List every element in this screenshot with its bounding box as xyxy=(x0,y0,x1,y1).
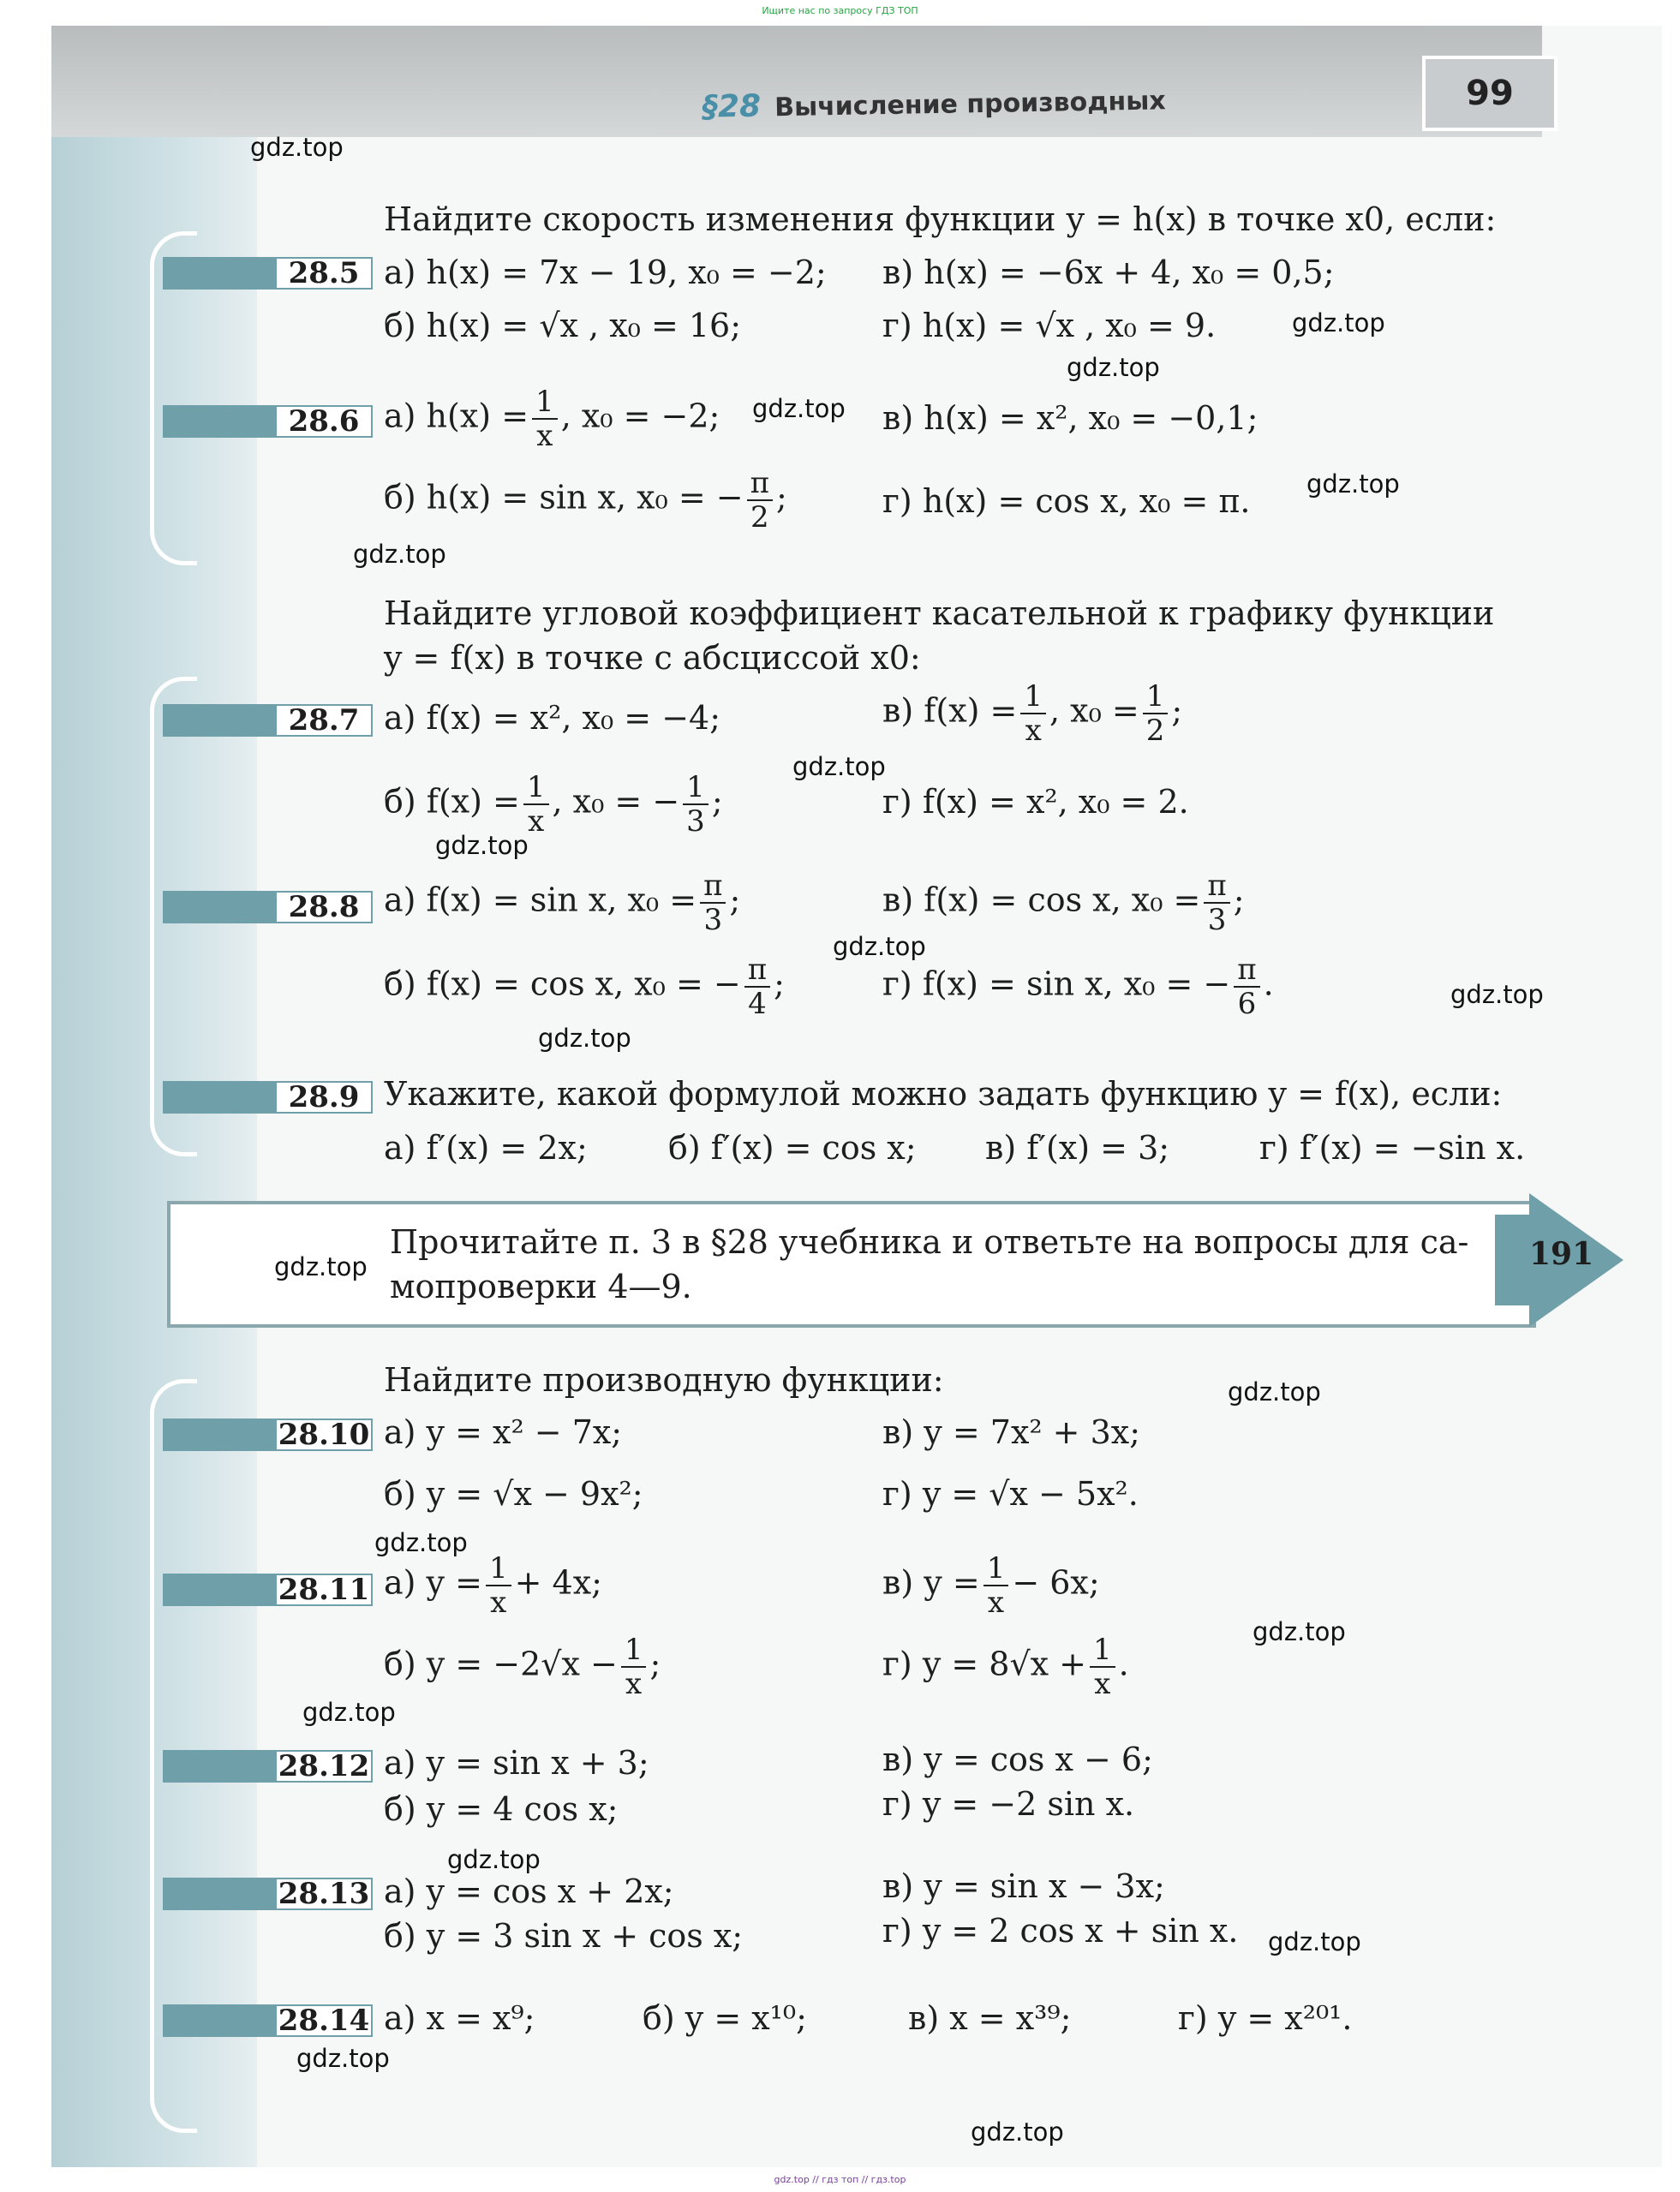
watermark: gdz.top xyxy=(1292,308,1385,337)
problem-number-box xyxy=(163,1081,373,1114)
section-sign: §28 xyxy=(702,88,762,125)
problem-item: в) y = 7x² + 3x; xyxy=(882,1413,1141,1451)
problem-item: г) y = −2 sin x. xyxy=(882,1785,1135,1823)
problem-item: а) f(x) = x², x₀ = −4; xyxy=(384,699,721,737)
watermark: gdz.top xyxy=(435,831,529,860)
heading-slope-line: Найдите угловой коэффициент касательной к графику функции xyxy=(384,594,1495,632)
heading-slope-line: y = f(x) в точке с абсциссой x0: xyxy=(384,639,921,677)
fraction-numerator: 1 xyxy=(621,1634,647,1668)
expr-text: . xyxy=(1118,1645,1129,1683)
expr-text: ; xyxy=(776,478,787,517)
problem-item xyxy=(384,953,785,1020)
problem-number: 28.7 xyxy=(275,704,373,737)
fraction-numerator: 1 xyxy=(1090,1634,1115,1668)
watermark: gdz.top xyxy=(752,394,846,423)
fraction-denominator: x xyxy=(1094,1667,1111,1701)
arrow-page-label: 191 xyxy=(1529,1236,1594,1272)
fraction-denominator: 3 xyxy=(1207,903,1227,937)
expr-text: ; xyxy=(711,782,723,821)
problem-text: Укажите, какой формулой можно задать функцию y = f(x), если: xyxy=(384,1075,1503,1113)
expr-text: + 4x; xyxy=(514,1563,602,1602)
fraction xyxy=(683,771,708,838)
heading-slope xyxy=(384,591,1494,680)
fraction xyxy=(1020,680,1046,747)
expr-text: б) f(x) = cos x, x₀ = − xyxy=(384,965,741,1003)
fraction-numerator: 1 xyxy=(1143,680,1169,714)
fraction xyxy=(1234,953,1259,1020)
problem-item: г) y = 2 cos x + sin x. xyxy=(882,1912,1239,1950)
fraction xyxy=(983,1552,1009,1619)
fraction-numerator: 1 xyxy=(532,385,558,420)
fraction-denominator: x xyxy=(987,1586,1005,1620)
expr-text: г) f(x) = sin x, x₀ = − xyxy=(882,965,1231,1003)
expr-text: б) f(x) = xyxy=(384,782,520,821)
problem-item: г) y = √x − 5x². xyxy=(882,1475,1139,1513)
fraction-numerator: π xyxy=(744,953,770,988)
problem-item: б) f′(x) = cos x; xyxy=(668,1129,917,1167)
expr-text: , x₀ = −2; xyxy=(560,397,720,435)
fraction-denominator: 2 xyxy=(1145,714,1165,748)
problem-item xyxy=(882,680,1182,747)
problem-item xyxy=(882,953,1274,1020)
problem-item: б) y = 4 cos x; xyxy=(384,1790,619,1828)
problem-item xyxy=(882,1552,1100,1619)
problem-number-box xyxy=(163,1878,373,1910)
fraction xyxy=(747,467,773,534)
page-number: 99 xyxy=(1422,56,1557,131)
fraction-denominator: 6 xyxy=(1237,987,1257,1021)
expr-text: ; xyxy=(1171,691,1183,730)
fraction-numerator: 1 xyxy=(486,1552,511,1586)
fraction-numerator: 1 xyxy=(983,1552,1009,1586)
heading-derivative: Найдите производную функции: xyxy=(384,1361,944,1399)
expr-text: ; xyxy=(649,1645,661,1683)
watermark: gdz.top xyxy=(538,1024,631,1053)
expr-text: . xyxy=(1263,965,1274,1003)
watermark: gdz.top xyxy=(1268,1927,1361,1956)
fraction xyxy=(1143,680,1169,747)
fraction xyxy=(486,1552,511,1619)
problem-item xyxy=(882,869,1245,936)
expr-text: г) y = 8√x + xyxy=(882,1645,1087,1683)
problem-item: а) h(x) = 7x − 19, x₀ = −2; xyxy=(384,254,827,291)
expr-text: в) f(x) = cos x, x₀ = xyxy=(882,881,1201,919)
problem-item: в) y = sin x − 3x; xyxy=(882,1867,1165,1905)
watermark: gdz.top xyxy=(1067,353,1160,382)
problem-item: в) h(x) = −6x + 4, x₀ = 0,5; xyxy=(882,254,1335,291)
problem-item xyxy=(384,771,723,838)
problem-item: б) y = x¹⁰; xyxy=(643,1999,807,2037)
problem-item: г) y = x²⁰¹. xyxy=(1178,1999,1353,2037)
fraction-numerator: π xyxy=(700,869,726,904)
problem-item: б) y = 3 sin x + cos x; xyxy=(384,1917,744,1955)
watermark: gdz.top xyxy=(447,1845,541,1874)
fraction-denominator: 3 xyxy=(703,903,723,937)
problem-item xyxy=(384,869,740,936)
fraction-numerator: 1 xyxy=(683,771,708,805)
problem-item: б) y = √x − 9x²; xyxy=(384,1475,643,1513)
problem-number-box xyxy=(163,1750,373,1783)
watermark: gdz.top xyxy=(250,133,344,162)
fraction-numerator: 1 xyxy=(523,771,549,805)
expr-text: ; xyxy=(729,881,741,919)
fraction-numerator: π xyxy=(747,467,773,501)
fraction xyxy=(1204,869,1229,936)
problem-number-box xyxy=(163,704,373,737)
watermark: gdz.top xyxy=(833,932,926,961)
watermark: gdz.top xyxy=(1450,980,1544,1009)
watermark: gdz.top xyxy=(1306,469,1400,499)
watermark: gdz.top xyxy=(792,752,886,781)
fraction-denominator: x xyxy=(1025,714,1042,748)
expr-text: ; xyxy=(1233,881,1245,919)
problem-number: 28.12 xyxy=(275,1750,373,1783)
problem-number-box xyxy=(163,891,373,923)
problem-item: г) f(x) = x², x₀ = 2. xyxy=(882,783,1189,821)
watermark: gdz.top xyxy=(296,2044,390,2073)
expr-text: , x₀ = − xyxy=(552,782,680,821)
expr-text: ; xyxy=(774,965,785,1003)
top-note: Ищите нас по запросу ГДЗ ТОП xyxy=(762,5,918,16)
fraction xyxy=(1090,1634,1115,1700)
watermark: gdz.top xyxy=(1253,1617,1346,1646)
fraction-denominator: x xyxy=(536,419,553,453)
watermark: gdz.top xyxy=(971,2117,1064,2147)
reference-line: мопроверки 4—9. xyxy=(390,1268,692,1305)
problem-number: 28.5 xyxy=(275,257,373,290)
fraction xyxy=(744,953,770,1020)
problem-item: б) h(x) = √x , x₀ = 16; xyxy=(384,307,742,344)
problem-number: 28.11 xyxy=(275,1574,373,1606)
expr-text: а) y = xyxy=(384,1563,482,1602)
fraction-denominator: x xyxy=(625,1667,643,1701)
fraction xyxy=(621,1634,647,1700)
watermark: gdz.top xyxy=(302,1698,396,1727)
problem-item: а) x = x⁹; xyxy=(384,1999,535,2037)
fraction xyxy=(523,771,549,838)
problem-item xyxy=(384,1634,661,1700)
problem-item xyxy=(882,1634,1129,1700)
problem-number: 28.9 xyxy=(275,1081,373,1114)
problem-item xyxy=(384,385,720,452)
expr-text: , x₀ = xyxy=(1049,691,1139,730)
reference-line: Прочитайте п. 3 в §28 учебника и ответьте на вопросы для са- xyxy=(390,1223,1469,1261)
problem-item: а) y = x² − 7x; xyxy=(384,1413,623,1451)
expr-text: б) h(x) = sin x, x₀ = − xyxy=(384,478,744,517)
problem-number-box xyxy=(163,2004,373,2037)
problem-number: 28.13 xyxy=(275,1878,373,1910)
problem-number-box xyxy=(163,257,373,290)
problem-item xyxy=(384,1552,602,1619)
reference-text xyxy=(390,1220,1504,1309)
heading-speed: Найдите скорость изменения функции y = h(x) в точке x0, если: xyxy=(384,200,1497,238)
expr-text: а) f(x) = sin x, x₀ = xyxy=(384,881,697,919)
problem-item: в) x = x³⁹; xyxy=(908,1999,1072,2037)
problem-number-box xyxy=(163,1574,373,1606)
fraction-denominator: 2 xyxy=(750,500,769,535)
problem-item: в) f′(x) = 3; xyxy=(985,1129,1170,1167)
problem-number: 28.14 xyxy=(275,2004,373,2037)
fraction-denominator: 3 xyxy=(686,804,705,839)
section-name: Вычисление производных xyxy=(774,86,1166,123)
problem-item: в) h(x) = x², x₀ = −0,1; xyxy=(882,399,1259,437)
fraction-numerator: π xyxy=(1204,869,1229,904)
problem-item: а) f′(x) = 2x; xyxy=(384,1129,588,1167)
problem-number-box xyxy=(163,1419,373,1451)
problem-item: г) h(x) = √x , x₀ = 9. xyxy=(882,307,1217,344)
fraction-numerator: 1 xyxy=(1020,680,1046,714)
fraction xyxy=(532,385,558,452)
watermark: gdz.top xyxy=(374,1528,468,1557)
expr-text: в) f(x) = xyxy=(882,691,1018,730)
problem-item: в) y = cos x − 6; xyxy=(882,1741,1153,1778)
fraction-denominator: x xyxy=(490,1586,507,1620)
fraction xyxy=(700,869,726,936)
fraction-denominator: 4 xyxy=(748,987,767,1021)
problem-item: а) y = cos x + 2x; xyxy=(384,1872,674,1910)
watermark: gdz.top xyxy=(274,1252,368,1281)
problem-item xyxy=(384,467,787,534)
bottom-note: gdz.top // гдз топ // гдз.top xyxy=(774,2174,906,2185)
problem-number: 28.6 xyxy=(275,405,373,438)
expr-text: б) y = −2√x − xyxy=(384,1645,618,1683)
watermark: gdz.top xyxy=(1228,1377,1321,1407)
problem-item: г) f′(x) = −sin x. xyxy=(1259,1129,1526,1167)
problem-number-box xyxy=(163,405,373,438)
problem-number: 28.8 xyxy=(275,891,373,923)
expr-text: в) y = xyxy=(882,1563,980,1602)
fraction-denominator: x xyxy=(528,804,545,839)
problem-item: а) y = sin x + 3; xyxy=(384,1744,649,1782)
fraction-numerator: π xyxy=(1234,953,1259,988)
expr-text: − 6x; xyxy=(1012,1563,1100,1602)
problem-number: 28.10 xyxy=(275,1419,373,1451)
problem-item: г) h(x) = cos x, x₀ = π. xyxy=(882,482,1251,520)
watermark: gdz.top xyxy=(353,540,446,569)
expr-text: а) h(x) = xyxy=(384,397,529,435)
